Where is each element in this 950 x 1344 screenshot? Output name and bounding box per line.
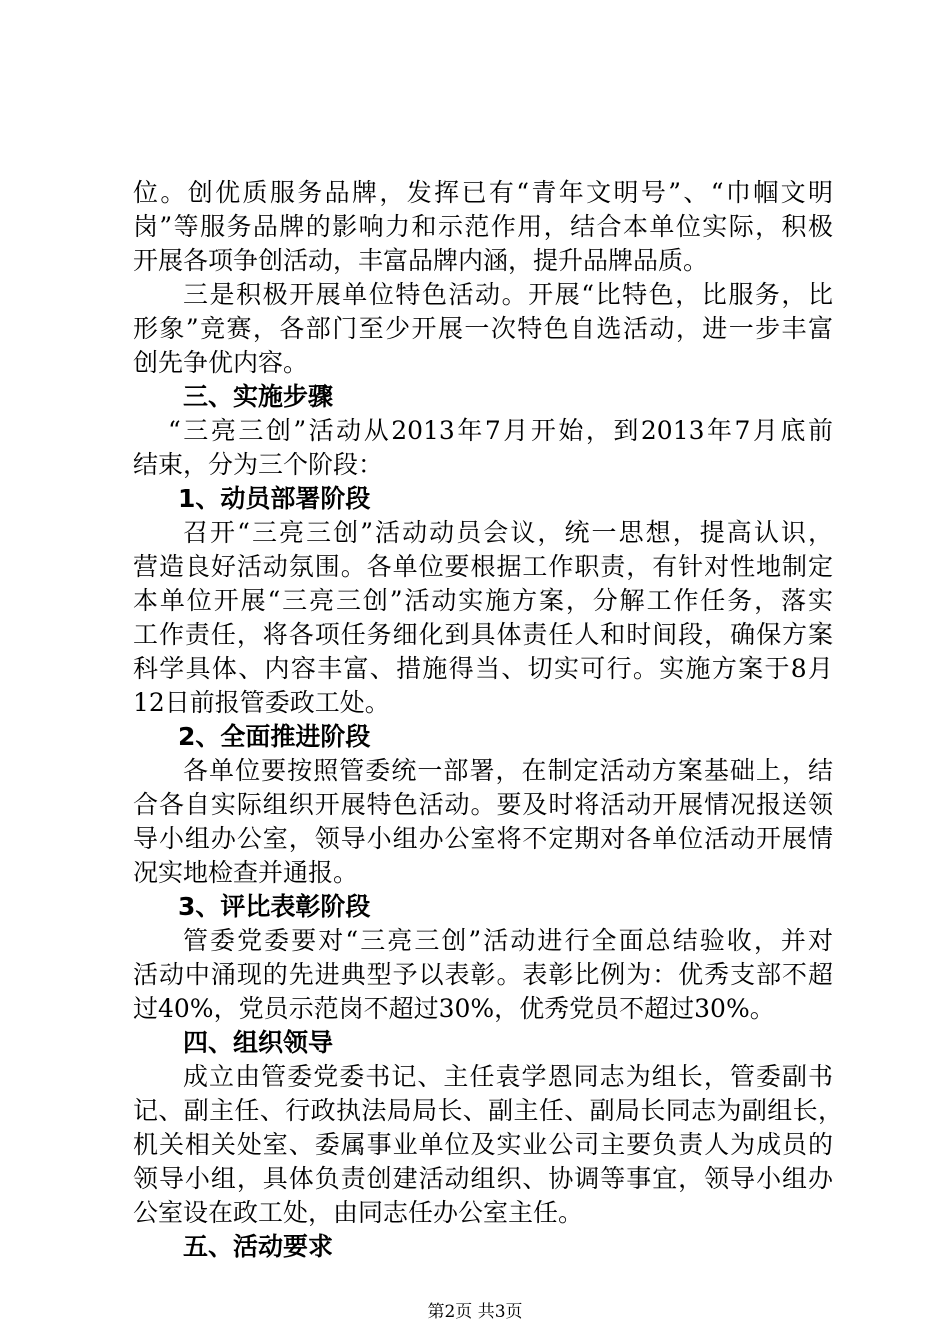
section-heading: 四、组织领导 — [183, 1028, 334, 1057]
body-text-line: 管委党委要对“三亮三创”活动进行全面总结验收，并对 — [183, 926, 833, 955]
body-text-line: 结束，分为三个阶段： — [133, 450, 384, 479]
body-text-line: 召开“三亮三创”活动动员会议，统一思想，提高认识， — [183, 518, 833, 547]
body-text-line: 领导小组，具体负责创建活动组织、协调等事宜，领导小组办 — [133, 1164, 833, 1193]
body-text-line: 位。创优质服务品牌，发挥已有“青年文明号”、“巾帼文明 — [133, 178, 833, 207]
body-text-line: 形象”竞赛，各部门至少开展一次特色自选活动，进一步丰富 — [133, 314, 833, 343]
body-text-line: 创先争优内容。 — [133, 348, 309, 377]
body-text-line: 三是积极开展单位特色活动。开展“比特色，比服务，比 — [183, 280, 833, 309]
body-text-line: 公室设在政工处，由同志任办公室主任。 — [133, 1198, 584, 1227]
page-footer: 第2页 共3页 — [427, 1302, 523, 1322]
body-text-line: 况实地检查并通报。 — [133, 858, 359, 887]
body-text-line: “三亮三创”活动从2013年7月开始，到2013年7月底前 — [168, 416, 833, 445]
body-text-line: 机关相关处室、委属事业单位及实业公司主要负责人为成员的 — [133, 1130, 833, 1159]
body-text-line: 科学具体、内容丰富、措施得当、切实可行。实施方案于8月 — [133, 654, 833, 683]
body-text-line: 过40%，党员示范岗不超过30%，优秀党员不超过30%。 — [133, 994, 775, 1023]
body-text-line: 12日前报管委政工处。 — [133, 688, 390, 717]
subsection-heading: 2、全面推进阶段 — [178, 722, 371, 751]
body-text-line: 岗”等服务品牌的影响力和示范作用，结合本单位实际，积极 — [133, 212, 833, 241]
body-text-line: 记、副主任、行政执法局局长、副主任、副局长同志为副组长， — [133, 1096, 843, 1125]
body-text-line: 开展各项争创活动，丰富品牌内涵，提升品牌品质。 — [133, 246, 709, 275]
body-text-line: 营造良好活动氛围。各单位要根据工作职责，有针对性地制定 — [133, 552, 833, 581]
body-text-line: 成立由管委党委书记、主任袁学恩同志为组长，管委副书 — [183, 1062, 833, 1091]
body-text-line: 活动中涌现的先进典型予以表彰。表彰比例为：优秀支部不超 — [133, 960, 833, 989]
body-text-line: 工作责任，将各项任务细化到具体责任人和时间段，确保方案 — [133, 620, 833, 649]
section-heading: 三、实施步骤 — [183, 382, 334, 411]
section-heading: 五、活动要求 — [183, 1232, 334, 1261]
body-text-line: 各单位要按照管委统一部署，在制定活动方案基础上，结 — [183, 756, 833, 785]
subsection-heading: 3、评比表彰阶段 — [178, 892, 371, 921]
body-text-line: 合各自实际组织开展特色活动。要及时将活动开展情况报送领 — [133, 790, 833, 819]
body-text-line: 导小组办公室，领导小组办公室将不定期对各单位活动开展情 — [133, 824, 833, 853]
subsection-heading: 1、动员部署阶段 — [178, 484, 371, 513]
body-text-line: 本单位开展“三亮三创”活动实施方案，分解工作任务，落实 — [133, 586, 833, 615]
